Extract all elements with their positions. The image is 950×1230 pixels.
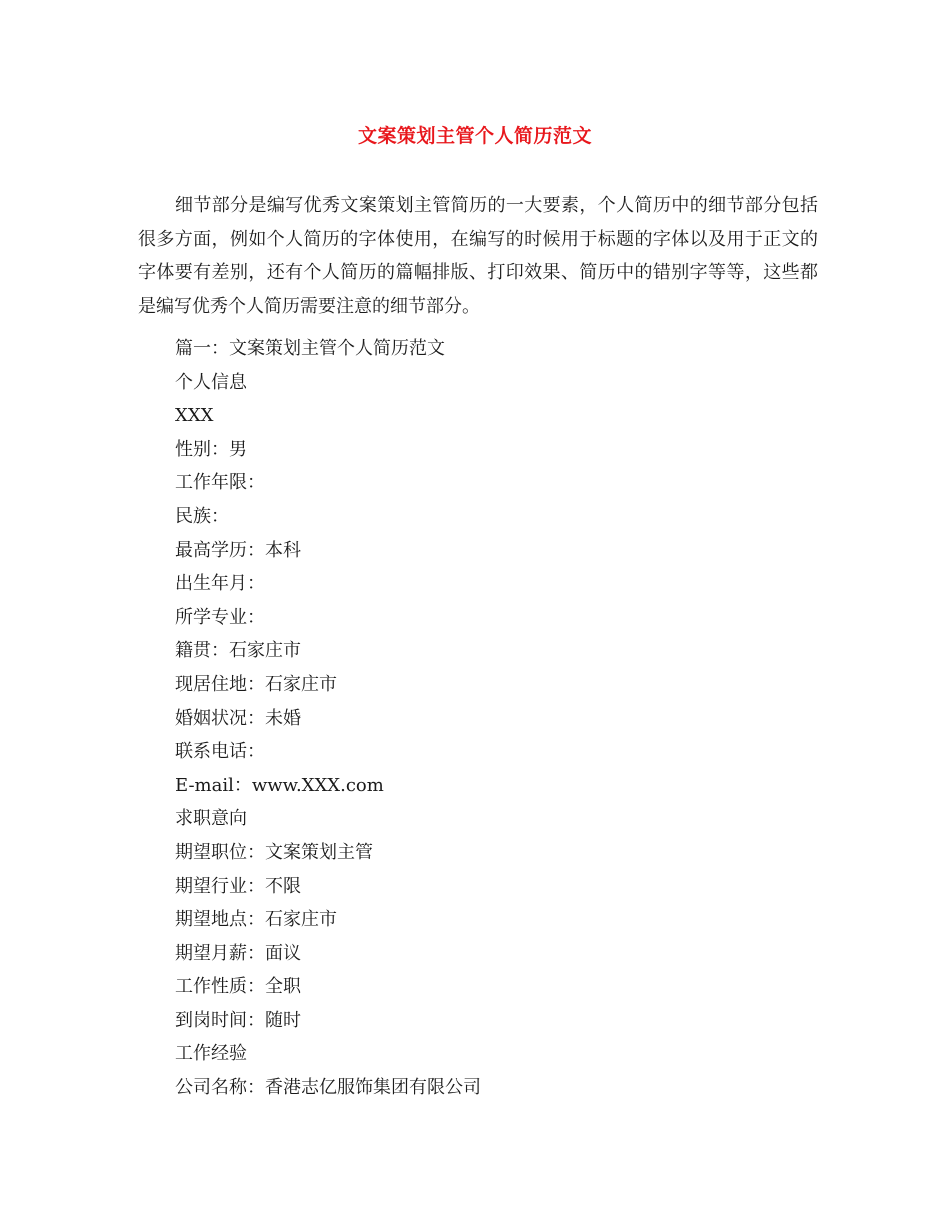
- line-ethnicity: 民族：: [175, 505, 229, 527]
- line-phone: 联系电话：: [175, 741, 265, 763]
- line-residence: 现居住地：石家庄市: [175, 673, 337, 695]
- line-education: 最高学历：本科: [175, 539, 301, 561]
- intro-paragraph: 细节部分是编写优秀文案策划主管简历的一大要素，个人简历中的细节部分包括很多方面，例如个人简历的字体使用，在编写的时候用于标题的字体以及用于正文的字体要有差别，还有个人简历的篇幅排版、打印效果、简历中的错别字等等，这些都是编写优秀个人简历需要注意的细节部分。: [138, 195, 818, 317]
- line-expected-salary: 期望月薪：面议: [175, 942, 301, 964]
- line-name: XXX: [175, 405, 214, 427]
- line-company-name: 公司名称：香港志亿服饰集团有限公司: [175, 1077, 481, 1099]
- line-birth-date: 出生年月：: [175, 573, 265, 595]
- line-email: E-mail：www.XXX.com: [175, 774, 384, 796]
- line-section-heading: 篇一：文案策划主管个人简历范文: [175, 338, 445, 359]
- line-gender: 性别：男: [175, 438, 247, 460]
- document-title: 文案策划主管个人简历范文: [357, 125, 592, 147]
- line-major: 所学专业：: [175, 606, 265, 628]
- line-job-type: 工作性质：全职: [175, 976, 301, 998]
- line-expected-position: 期望职位：文案策划主管: [175, 841, 373, 863]
- line-personal-info-heading: 个人信息: [175, 371, 247, 393]
- line-expected-location: 期望地点：石家庄市: [175, 909, 337, 931]
- line-expected-industry: 期望行业：不限: [175, 875, 301, 897]
- resume-lines: [175, 332, 481, 1105]
- line-availability: 到岗时间：随时: [175, 1009, 301, 1031]
- line-work-experience-heading: 工作经验: [175, 1043, 247, 1065]
- line-marital-status: 婚姻状况：未婚: [175, 707, 301, 729]
- line-work-years: 工作年限：: [175, 472, 265, 494]
- line-native-place: 籍贯：石家庄市: [175, 640, 301, 662]
- line-job-intention-heading: 求职意向: [175, 808, 247, 830]
